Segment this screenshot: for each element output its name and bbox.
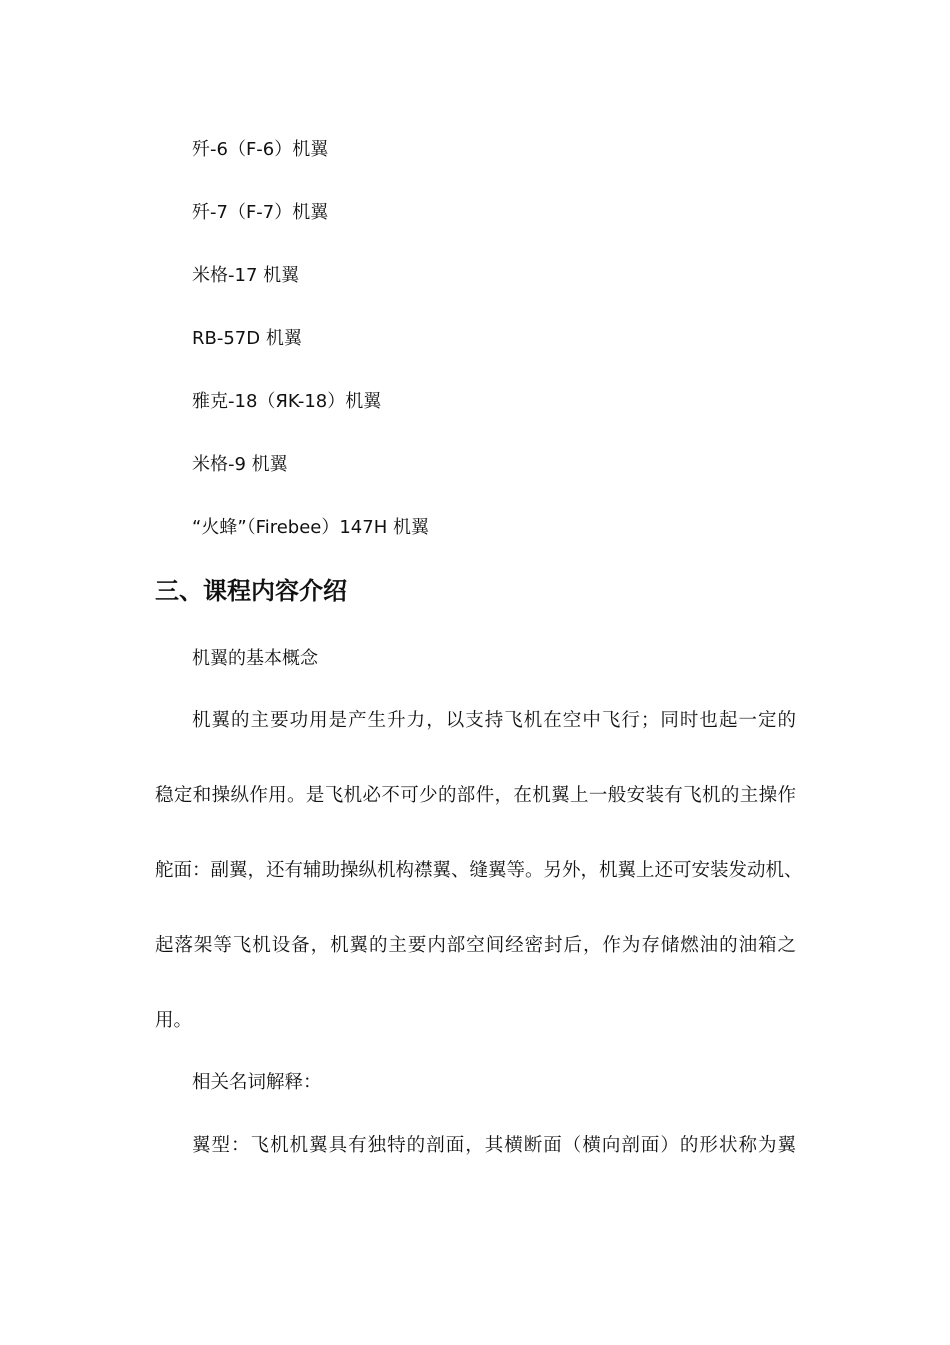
section-heading: 三、课程内容介绍 bbox=[155, 577, 347, 605]
paragraph-line: 机翼的主要功用是产生升力，以支持飞机在空中飞行；同时也起一定的 bbox=[192, 710, 796, 731]
paragraph-line: 稳定和操纵作用。是飞机必不可少的部件，在机翼上一般安装有飞机的主操作 bbox=[155, 785, 796, 806]
paragraph-line: 起落架等飞机设备，机翼的主要内部空间经密封后，作为存储燃油的油箱之 bbox=[155, 935, 796, 956]
wing-list-item: 歼-6（F-6）机翼 bbox=[192, 139, 329, 160]
section-subheading: 机翼的基本概念 bbox=[192, 648, 318, 669]
wing-list-item: 米格-9 机翼 bbox=[192, 454, 288, 475]
terms-label: 相关名词解释： bbox=[192, 1072, 322, 1093]
airfoil-definition-line: 翼型：飞机机翼具有独特的剖面，其横断面（横向剖面）的形状称为翼 bbox=[192, 1135, 796, 1156]
paragraph-line: 用。 bbox=[155, 1010, 193, 1031]
wing-list-item: 雅克-18（ЯK-18）机翼 bbox=[192, 391, 382, 412]
wing-list-item: 米格-17 机翼 bbox=[192, 265, 300, 286]
wing-list-item: RB-57D 机翼 bbox=[192, 328, 302, 349]
paragraph-line: 舵面：副翼，还有辅助操纵机构襟翼、缝翼等。另外，机翼上还可安装发动机、 bbox=[155, 860, 803, 881]
wing-list-item: “火蜂”（Firebee）147H 机翼 bbox=[192, 517, 429, 538]
wing-list-item: 歼-7（F-7）机翼 bbox=[192, 202, 329, 223]
